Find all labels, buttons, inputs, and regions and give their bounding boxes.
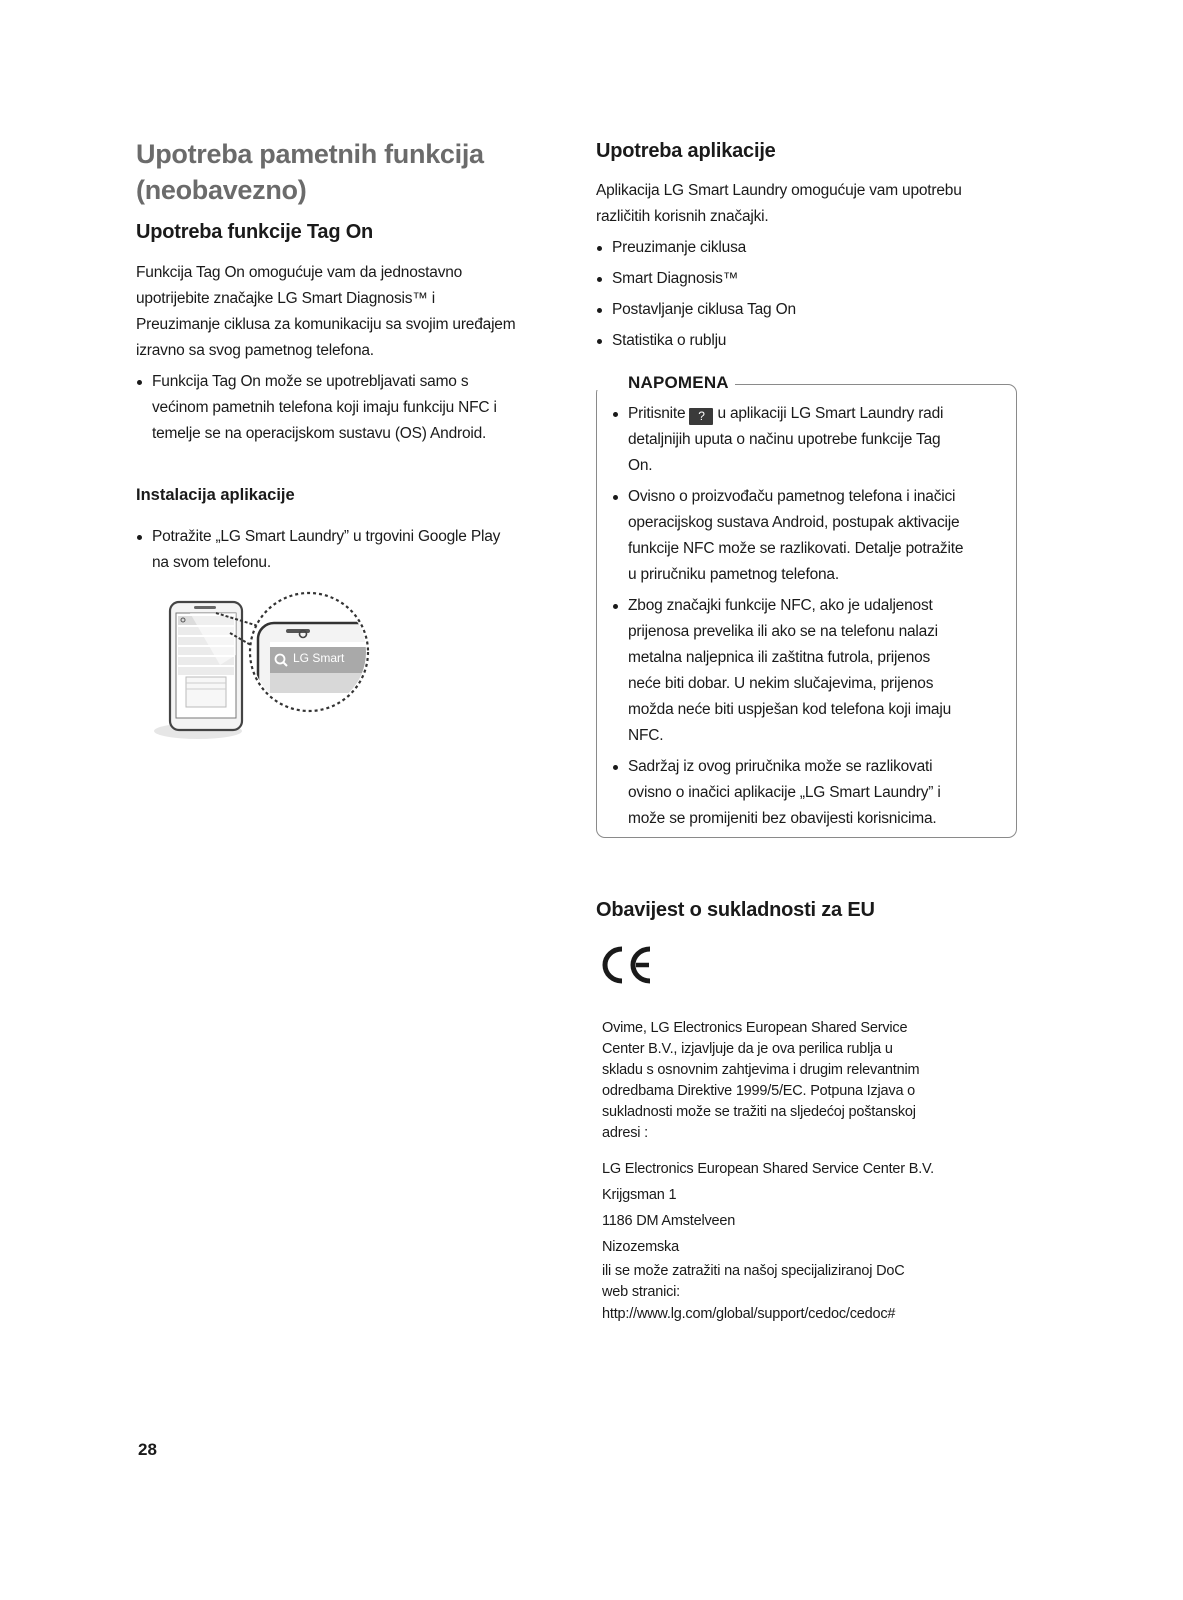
- eu-heading: Obavijest o sukladnosti za EU: [596, 899, 875, 921]
- eu-address: [602, 1156, 1002, 1260]
- install-heading: Instalacija aplikacije: [136, 486, 295, 504]
- text-line: [628, 401, 1012, 427]
- list-item: [612, 401, 1012, 479]
- app-bullets: [596, 235, 1016, 354]
- text-line: Potražite „LG Smart Laundry” u trgovini Google Play: [152, 528, 501, 545]
- help-icon: ?: [689, 408, 713, 425]
- text-line: neće biti dobar. U nekim slučajevima, prijenos: [628, 675, 934, 692]
- list-item: [136, 524, 566, 576]
- text-line: sukladnosti može se tražiti na sljedećoj poštanskoj: [602, 1104, 916, 1120]
- app-heading: Upotreba aplikacije: [596, 140, 776, 162]
- list-item: Statistika o rublju: [596, 328, 1016, 354]
- list-item: [612, 593, 1012, 749]
- text-line: Preuzimanje ciklusa za komunikaciju sa svojim uređajem: [136, 316, 516, 333]
- list-item: Smart Diagnosis™: [596, 266, 1016, 292]
- note-b1-rest: u aplikaciji LG Smart Laundry radi: [717, 405, 944, 422]
- text-line: detaljnijih uputa o načinu upotrebe funkcije Tag: [628, 431, 941, 448]
- text-line: većinom pametnih telefona koji imaju funkciju NFC i: [152, 399, 497, 416]
- doc-url-link[interactable]: http://www.lg.com/global/support/cedoc/cedoc#: [602, 1306, 896, 1322]
- eu-paragraph: [602, 1018, 1002, 1144]
- text-line: skladu s osnovnim zahtjevima i drugim relevantnim: [602, 1062, 920, 1078]
- text-line: Sadržaj iz ovog priručnika može se razlikovati: [628, 758, 933, 775]
- text-line: Aplikacija LG Smart Laundry omogućuje vam upotrebu: [596, 182, 962, 199]
- page-title-line-1: Upotreba pametnih funkcija: [136, 139, 484, 169]
- note-b1-prefix: Pritisnite: [628, 405, 686, 422]
- list-item: Preuzimanje ciklusa: [596, 235, 1016, 261]
- text-line: izravno sa svog pametnog telefona.: [136, 342, 374, 359]
- text-line: NFC.: [628, 727, 664, 744]
- page-title-line-2: (neobavezno): [136, 175, 307, 205]
- text-line: na svom telefonu.: [152, 554, 271, 571]
- tagon-bullets: [136, 369, 566, 447]
- address-line: Krijgsman 1: [602, 1187, 677, 1203]
- text-line: Ovisno o proizvođaču pametnog telefona i inačici: [628, 488, 956, 505]
- address-line: Nizozemska: [602, 1239, 679, 1255]
- tagon-paragraph: [136, 260, 576, 364]
- text-line: Funkcija Tag On može se upotrebljavati samo s: [152, 373, 469, 390]
- text-line: može se promijeniti bez obavijesti korisnicima.: [628, 810, 937, 827]
- list-item: [136, 369, 566, 447]
- text-line: Center B.V., izjavljuje da je ova perilica rublja u: [602, 1041, 893, 1057]
- text-line: adresi :: [602, 1125, 648, 1141]
- list-item: [612, 754, 1012, 832]
- note-title: NAPOMENA: [622, 373, 735, 393]
- phone-search-label: LG Smart: [293, 651, 345, 665]
- text-line: prijenosa prevelika ili ako se na telefonu nalazi: [628, 623, 938, 640]
- phone-illustration: [150, 585, 375, 745]
- text-line: Ovime, LG Electronics European Shared Service: [602, 1020, 908, 1036]
- list-item: Postavljanje ciklusa Tag On: [596, 297, 1016, 323]
- address-line: 1186 DM Amstelveen: [602, 1213, 736, 1229]
- text-line: operacijskog sustava Android, postupak aktivacije: [628, 514, 960, 531]
- install-bullets: [136, 524, 566, 576]
- text-line: u priručniku pametnog telefona.: [628, 566, 839, 583]
- page-title: [136, 136, 484, 208]
- text-line: Funkcija Tag On omogućuje vam da jednostavno: [136, 264, 463, 281]
- text-line: Zbog značajki funkcije NFC, ako je udaljenost: [628, 597, 933, 614]
- text-line: različitih korisnih značajki.: [596, 208, 769, 225]
- text-line: temelje se na operacijskom sustavu (OS) Android.: [152, 425, 487, 442]
- address-line: LG Electronics European Shared Service Center B.V.: [602, 1161, 935, 1177]
- text-line: metalna naljepnica ili zaštitna futrola, prijenos: [628, 649, 931, 666]
- tagon-heading: Upotreba funkcije Tag On: [136, 221, 374, 243]
- text-line: ovisno o inačici aplikacije „LG Smart Laundry” i: [628, 784, 941, 801]
- note-bullets: [612, 401, 1012, 832]
- page-number: 28: [138, 1440, 157, 1459]
- text-line: odredbama Direktive 1999/5/EC. Potpuna Izjava o: [602, 1083, 916, 1099]
- list-item: [612, 484, 1012, 588]
- text-line: web stranici:: [602, 1284, 680, 1300]
- text-line: upotrijebite značajke LG Smart Diagnosis™ i: [136, 290, 435, 307]
- text-line: On.: [628, 457, 653, 474]
- eu-web-text: [602, 1261, 1002, 1303]
- text-line: možda neće biti uspješan kod telefona koji imaju: [628, 701, 951, 718]
- text-line: funkcije NFC može se razlikovati. Detalje potražite: [628, 540, 964, 557]
- ce-mark-icon: [598, 944, 654, 986]
- text-line: ili se može zatražiti na našoj specijaliziranoj DoC: [602, 1263, 905, 1279]
- app-paragraph: [596, 178, 1026, 230]
